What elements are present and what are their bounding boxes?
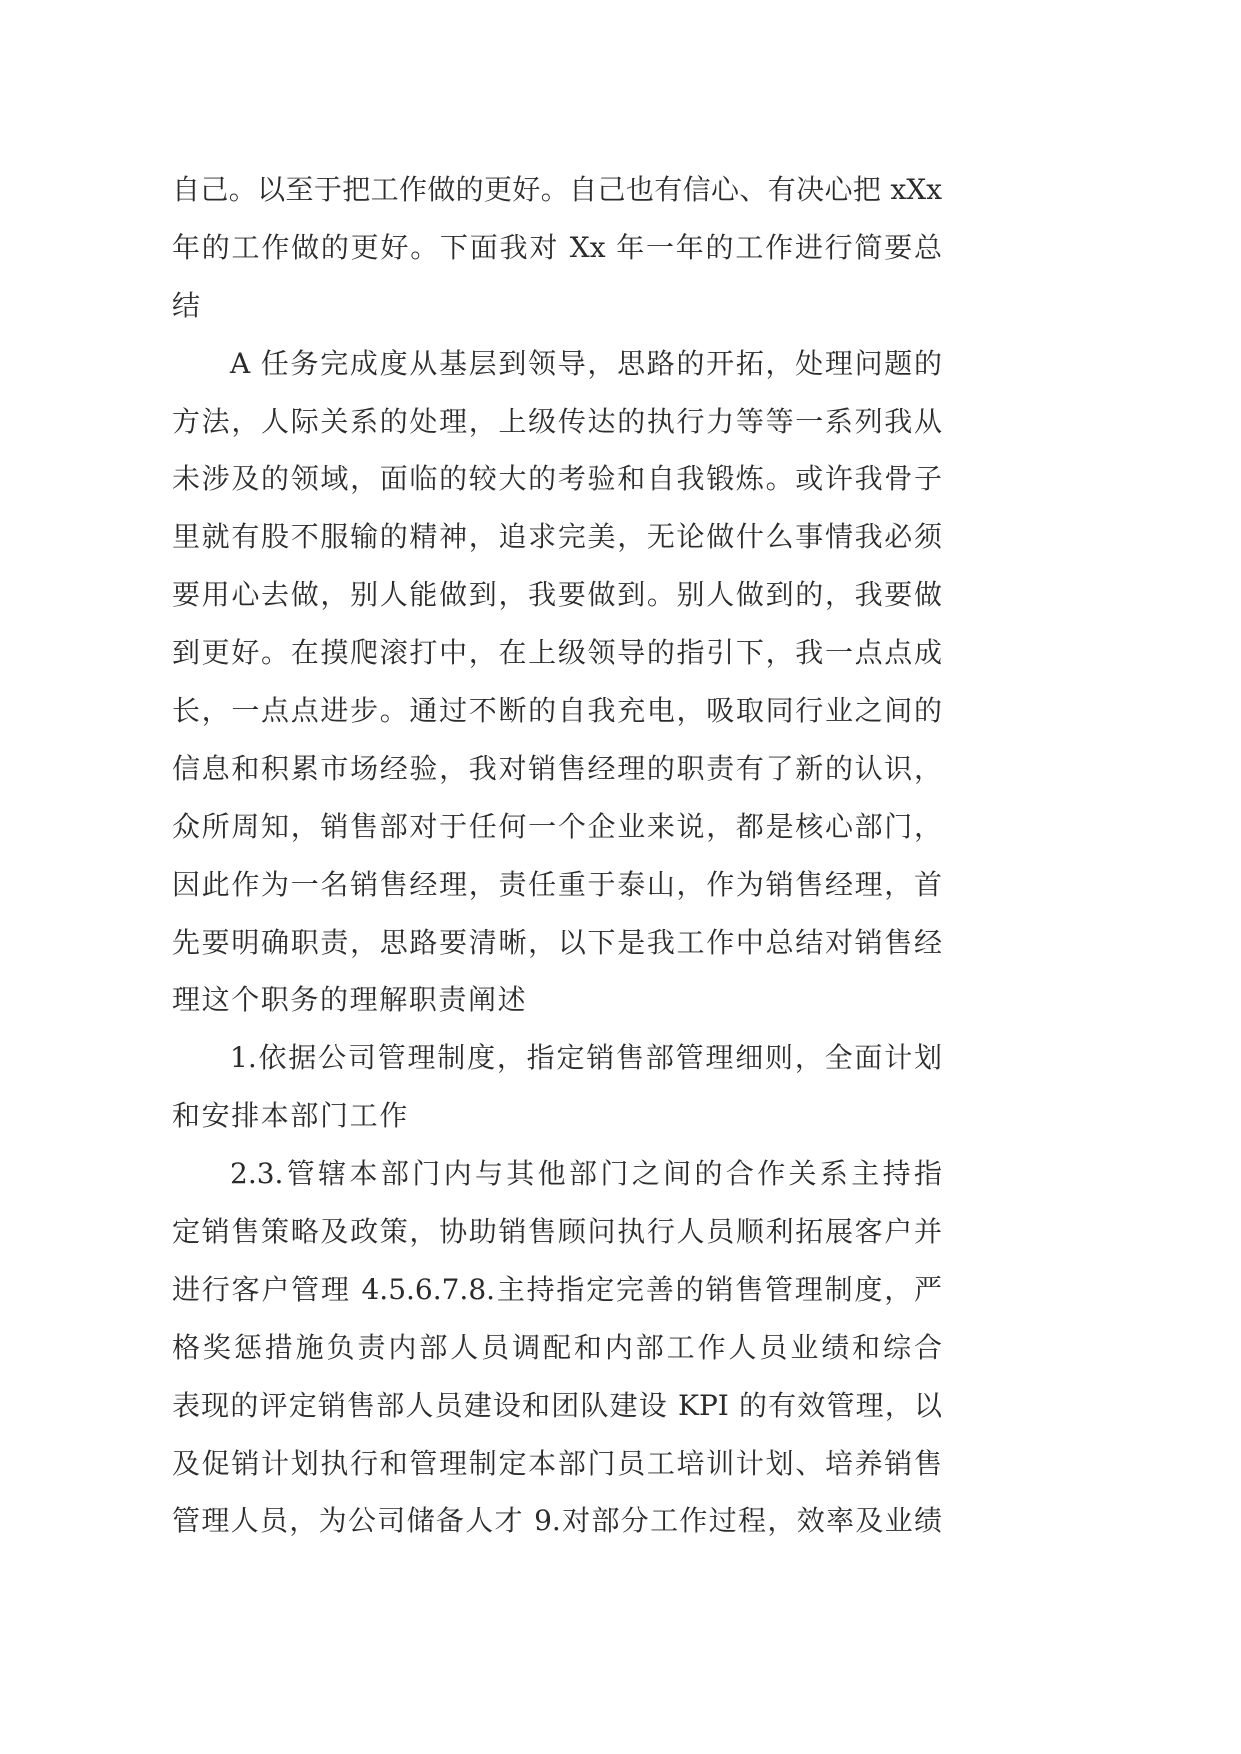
paragraph-1 [172, 161, 942, 335]
text-line: 和安排本部门工作 [172, 1099, 409, 1133]
text-line: 长，一点点进步。通过不断的自我充电，吸取同行业之间的 [172, 694, 942, 728]
text-line: 管理人员，为公司储备人才 9.对部分工作过程，效率及业绩 [172, 1504, 942, 1538]
text-line: 要用心去做，别人能做到，我要做到。别人做到的，我要做 [172, 578, 942, 612]
text-line: 表现的评定销售部人员建设和团队建设 KPI 的有效管理，以 [172, 1388, 942, 1422]
text-line: 自己。以至于把工作做的更好。自己也有信心、有决心把 xXx [172, 173, 942, 206]
text-line: 格奖惩措施负责内部人员调配和内部工作人员业绩和综合 [172, 1330, 942, 1364]
text-line: 2.3.管辖本部门内与其他部门之间的合作关系主持指 [230, 1157, 942, 1191]
text-line: 及促销计划执行和管理制定本部门员工培训计划、培养销售 [172, 1446, 942, 1480]
text-line: 到更好。在摸爬滚打中，在上级领导的指引下，我一点点成 [172, 636, 942, 670]
text-line: 方法，人际关系的处理，上级传达的执行力等等一系列我从 [172, 404, 942, 438]
text-line: 理这个职务的理解职责阐述 [172, 983, 528, 1017]
text-line: 众所周知，销售部对于任何一个企业来说，都是核心部门， [172, 809, 942, 843]
document-body [172, 161, 942, 1550]
text-line: 未涉及的领域，面临的较大的考验和自我锻炼。或许我骨子 [172, 462, 942, 496]
text-line: 里就有股不服输的精神，追求完美，无论做什么事情我必须 [172, 520, 942, 554]
text-line: 结 [172, 288, 202, 322]
text-line: 因此作为一名销售经理，责任重于泰山，作为销售经理，首 [172, 867, 942, 901]
text-line: 1.依据公司管理制度，指定销售部管理细则，全面计划 [230, 1041, 942, 1075]
paragraph-4 [172, 1145, 942, 1550]
text-line: 年的工作做的更好。下面我对 Xx 年一年的工作进行简要总 [172, 230, 942, 264]
text-line: 进行客户管理 4.5.6.7.8.主持指定完善的销售管理制度，严 [172, 1272, 942, 1306]
text-line: A 任务完成度从基层到领导，思路的开拓，处理问题的 [230, 346, 942, 380]
text-line: 先要明确职责，思路要清晰，以下是我工作中总结对销售经 [172, 925, 942, 959]
paragraph-2 [172, 335, 942, 1030]
text-line: 定销售策略及政策，协助销售顾问执行人员顺利拓展客户并 [172, 1215, 942, 1249]
paragraph-3 [172, 1029, 942, 1145]
text-line: 信息和积累市场经验，我对销售经理的职责有了新的认识， [172, 751, 942, 785]
